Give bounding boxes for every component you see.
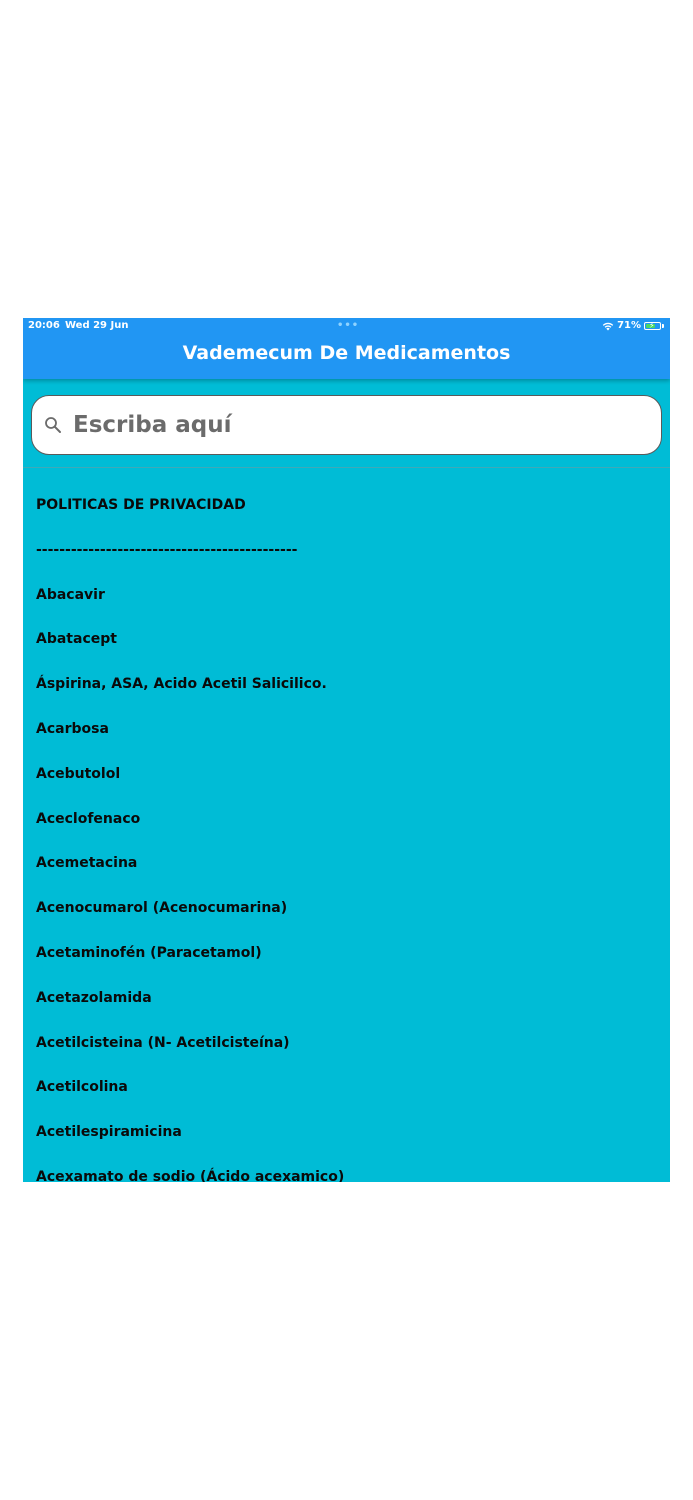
list-item[interactable]: Acebutolol: [36, 765, 121, 782]
list-item[interactable]: Abacavir: [36, 586, 105, 603]
status-date: Wed 29 Jun: [65, 320, 129, 331]
list-item[interactable]: Acetilespiramicina: [36, 1124, 182, 1141]
app-screen: [23, 318, 670, 1182]
page-title: Vademecum De Medicamentos: [182, 342, 511, 364]
battery-charging-icon: [644, 322, 661, 330]
medication-list: [23, 483, 670, 1182]
list-item[interactable]: Acexamato de sodio (Ácido acexamico): [36, 1168, 345, 1182]
battery-tip: [662, 324, 664, 328]
status-indicators: [602, 320, 664, 331]
privacy-policy-link[interactable]: POLITICAS DE PRIVACIDAD: [36, 497, 246, 513]
list-item[interactable]: Acetazolamida: [36, 989, 152, 1006]
search-section: [23, 379, 670, 468]
list-item[interactable]: Acetilcolina: [36, 1079, 128, 1096]
list-item[interactable]: Acarbosa: [36, 720, 109, 737]
charging-bolt-icon: ⚡: [649, 320, 655, 330]
status-bar: [23, 318, 670, 335]
list-item[interactable]: Áspirina, ASA, Acido Acetil Salicilico.: [36, 676, 327, 693]
list-item[interactable]: Acemetacina: [36, 855, 138, 872]
list-item[interactable]: Acetaminofén (Paracetamol): [36, 944, 262, 961]
wifi-icon: [602, 321, 614, 331]
list-separator: ---------------------------------------------: [36, 541, 298, 558]
multitasking-dots-icon[interactable]: •••: [337, 320, 360, 331]
list-item[interactable]: Aceclofenaco: [36, 810, 141, 827]
search-icon: [44, 416, 62, 434]
battery-percent: 71%: [617, 320, 641, 331]
search-input[interactable]: [71, 411, 615, 439]
app-header: [23, 318, 670, 379]
search-bar[interactable]: [31, 395, 662, 455]
list-item[interactable]: Acenocumarol (Acenocumarina): [36, 900, 288, 917]
list-item[interactable]: Abatacept: [36, 631, 117, 648]
list-item[interactable]: Acetilcisteina (N- Acetilcisteína): [36, 1034, 290, 1051]
status-time: 20:06: [28, 320, 60, 331]
